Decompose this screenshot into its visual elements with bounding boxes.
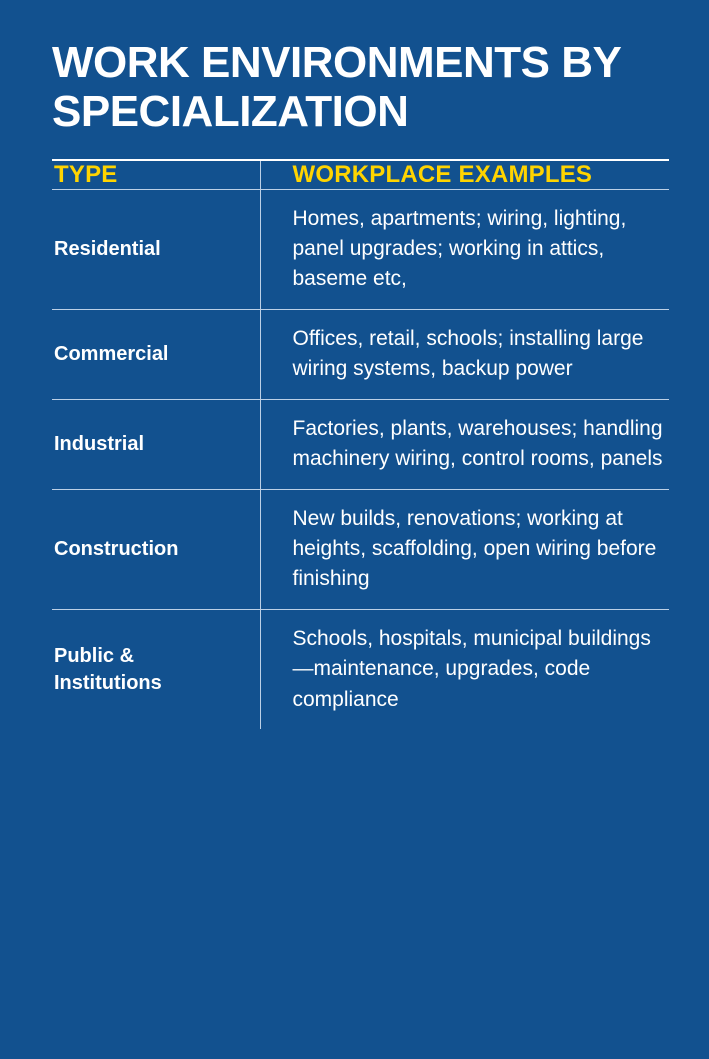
cell-type: Industrial [52, 399, 260, 489]
page-title: WORK ENVIRONMENTS BY SPECIALIZATION [52, 38, 621, 137]
work-environments-table [52, 159, 669, 730]
cell-examples: Homes, apartments; wiring, lighting, panel upgrades; working in attics, baseme etc, [260, 189, 669, 309]
table-row [52, 309, 669, 399]
table-header [52, 160, 669, 190]
table-row [52, 189, 669, 309]
cell-examples: Factories, plants, warehouses; handling machinery wiring, control rooms, panels [260, 399, 669, 489]
table-row [52, 609, 669, 729]
cell-examples: Schools, hospitals, municipal buildings—maintenance, upgrades, code compliance [260, 609, 669, 729]
cell-type: Commercial [52, 309, 260, 399]
table-header-row [52, 160, 669, 190]
table-body [52, 189, 669, 729]
cell-examples: Offices, retail, schools; installing large wiring systems, backup power [260, 309, 669, 399]
cell-type: Residential [52, 189, 260, 309]
cell-type: Construction [52, 489, 260, 609]
cell-type: Public & Institutions [54, 644, 162, 694]
cell-examples: New builds, renovations; working at heights, scaffolding, open wiring before finishing [260, 489, 669, 609]
table-row [52, 489, 669, 609]
column-header-type: TYPE [52, 160, 260, 190]
column-header-examples: WORKPLACE EXAMPLES [260, 160, 669, 190]
table-row [52, 399, 669, 489]
